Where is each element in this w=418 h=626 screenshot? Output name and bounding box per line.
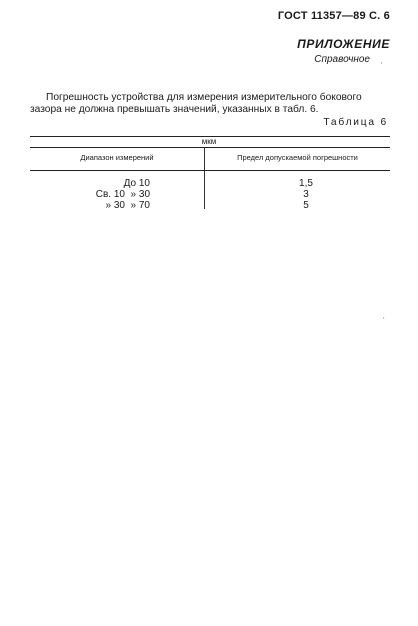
table-header-top-rule <box>30 147 390 148</box>
column-header-error: Предел допускаемой погрешности <box>237 153 358 162</box>
cell-range: До 10 <box>123 178 150 189</box>
cell-range: » 30 » 70 <box>105 200 150 211</box>
cell-error: 1,5 <box>299 178 313 189</box>
table-label: Таблица 6 <box>323 117 388 128</box>
column-header-range: Диапазон измерений <box>80 153 154 162</box>
table-row <box>30 200 390 211</box>
scan-speck: ' <box>383 317 385 324</box>
standard-page-header: ГОСТ 11357—89 С. 6 <box>277 10 390 22</box>
body-paragraph: Погрешность устройства для измерения измерительного бокового зазора не должна превышать значений, указанных в табл. 6. <box>30 92 362 115</box>
table-header-bottom-rule <box>30 170 390 171</box>
appendix-title: ПРИЛОЖЕНИЕ <box>297 37 390 51</box>
cell-error: 3 <box>303 189 309 200</box>
table-row <box>30 189 390 200</box>
table-row <box>30 178 390 189</box>
table-unit: мкм <box>201 137 217 146</box>
cell-range: Св. 10 » 30 <box>95 189 150 200</box>
cell-error: 5 <box>303 200 309 211</box>
scan-speck: ' <box>381 62 383 69</box>
appendix-subtitle: Справочное <box>314 54 370 65</box>
